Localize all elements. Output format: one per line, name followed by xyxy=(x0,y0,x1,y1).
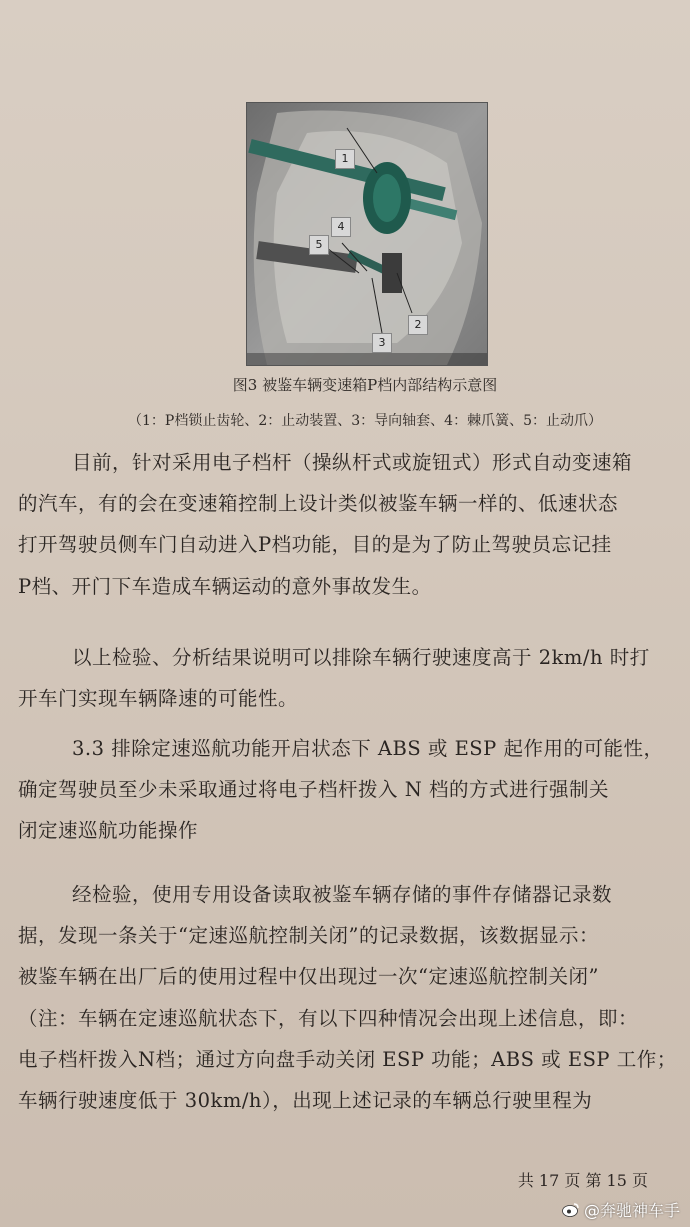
paragraph-line: 据，发现一条关于“定速巡航控制关闭”的记录数据，该数据显示： xyxy=(18,924,599,948)
paragraph-line: 开车门实现车辆降速的可能性。 xyxy=(18,687,299,711)
page-number: 共 17 页 第 15 页 xyxy=(517,1171,648,1190)
weibo-icon xyxy=(562,1202,580,1217)
figure-label-3: 3 xyxy=(372,333,392,353)
figure-caption: 图3 被鉴车辆变速箱P档内部结构示意图 xyxy=(232,376,498,394)
gearbox-figure-photo xyxy=(246,102,488,366)
section-3-3 xyxy=(18,728,668,852)
section-heading-line: 确定驾驶员至少未采取通过将电子档杆拨入 N 档的方式进行强制关 xyxy=(18,778,609,802)
figure-legend: （1：P档锁止齿轮、2：止动装置、3：导向轴套、4：棘爪簧、5：止动爪） xyxy=(128,413,602,429)
paragraph-line: 经检验，使用专用设备读取被鉴车辆存储的事件存储器记录数 xyxy=(72,883,613,906)
paragraph-line: 被鉴车辆在出厂后的使用过程中仅出现过一次“定速巡航控制关闭” xyxy=(18,965,599,989)
figure-label-2: 2 xyxy=(408,315,428,335)
figure-label-1: 1 xyxy=(335,149,355,169)
paragraph-line: P档、开门下车造成车辆运动的意外事故发生。 xyxy=(18,574,432,598)
watermark xyxy=(562,1198,680,1221)
paragraph-line: 电子档杆拨入N档；通过方向盘手动关闭 ESP 功能；ABS 或 ESP 工作； xyxy=(18,1047,677,1071)
paragraph-1 xyxy=(18,442,668,607)
watermark-text: @奔驰神车手 xyxy=(583,1201,680,1220)
paragraph-line: 的汽车，有的会在变速箱控制上设计类似被鉴车辆一样的、低速状态 xyxy=(18,492,619,516)
paragraph-line: （注：车辆在定速巡航状态下，有以下四种情况会出现上述信息，即： xyxy=(18,1006,639,1030)
section-heading-line: 闭定速巡航功能操作 xyxy=(18,819,199,843)
paragraph-line: 以上检验、分析结果说明可以排除车辆行驶速度高于 2km/h 时打 xyxy=(72,646,650,669)
gearbox-illustration xyxy=(247,103,487,365)
paragraph-2 xyxy=(18,637,668,719)
paragraph-line: 打开驾驶员侧车门自动进入P档功能，目的是为了防止驾驶员忘记挂 xyxy=(18,533,612,557)
paragraph-line: 车辆行驶速度低于 30km/h），出现上述记录的车辆总行驶里程为 xyxy=(18,1089,593,1113)
figure-label-5: 5 xyxy=(309,235,329,255)
paragraph-4 xyxy=(18,874,677,1121)
figure-label-4: 4 xyxy=(331,217,351,237)
section-heading-line: 3.3 排除定速巡航功能开启状态下 ABS 或 ESP 起作用的可能性， xyxy=(72,737,664,760)
paragraph-line: 目前，针对采用电子档杆（操纵杆式或旋钮式）形式自动变速箱 xyxy=(72,451,633,474)
